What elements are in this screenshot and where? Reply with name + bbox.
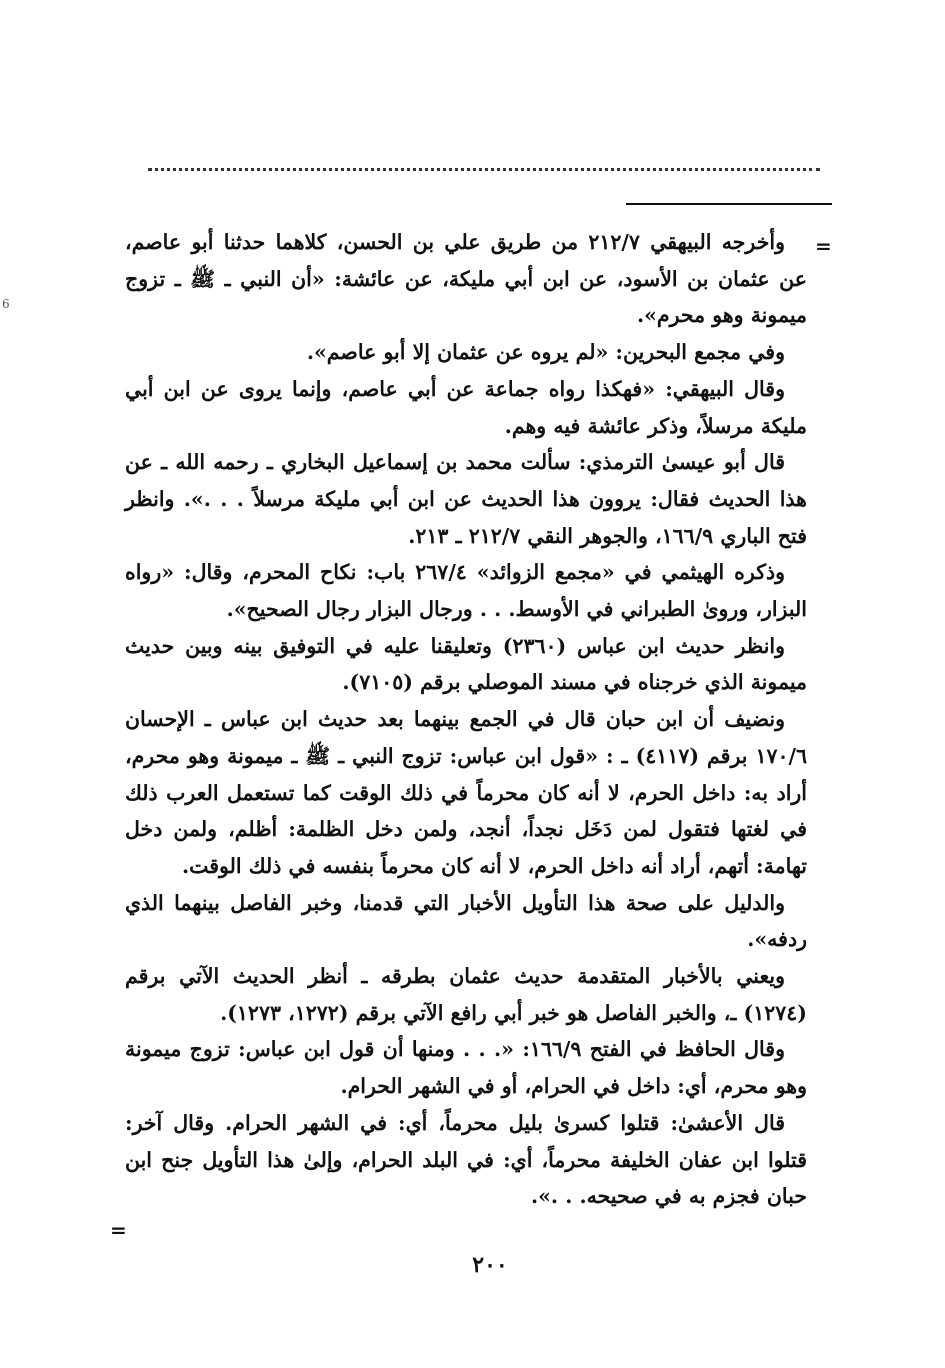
- continuation-mark-bottom: =: [110, 1218, 127, 1242]
- margin-mark: 6: [2, 297, 10, 311]
- paragraph-6: وانظر حديث ابن عباس (٢٣٦٠) وتعليقنا عليه في التوفيق بينه وبين حديث ميمونة الذي خرجناه في مسند الموصلي برقم (٧١٠٥).: [125, 633, 807, 695]
- paragraph-11: قال الأعشىٰ: قتلوا كسرىٰ بليل محرماً، أي: في الشهر الحرام. وقال آخر: قتلوا ابن عفان الخليفة محرماً، أي: في البلد الحرام، وإلىٰ هذا التأويل جنح ابن حبان فجزم به في صحيحه. . .».: [125, 1110, 807, 1209]
- footnote-text: [125, 224, 807, 1215]
- top-dotted-separator: [148, 168, 820, 171]
- paragraph-9: ويعني بالأخبار المتقدمة حديث عثمان بطرقه ـ أنظر الحديث الآتي برقم (١٢٧٤) ـ، والخبر الفاصل هو خبر أبي رافع الآتي برقم (١٢٧٢، ١٢٧٣).: [125, 964, 807, 1025]
- paragraph-8: والدليل على صحة هذا التأويل الأخبار التي قدمنا، وخبر الفاصل بينهما الذي ردفه».: [125, 890, 807, 952]
- paragraph-7: ونضيف أن ابن حبان قال في الجمع بينهما بعد حديث ابن عباس ـ الإحسان ١٧٠/٦ برقم (٤١١٧) ـ : «قول ابن عباس: تزوج النبي ـ ﷺ ـ ميمونة وهو محرم، أراد به: داخل الحرم، لا أنه كان محرماً في ذلك الوقت كما تستعمل العرب ذلك في لغتها فتقول لمن دَخَل نجداً، أنجد، ولمن دخل الظلمة: أظلم، ولمن دخل تهامة: أتهم، أراد أنه داخل الحرم، لا أنه كان محرماً بنفسه في ذلك الوقت.: [125, 707, 807, 878]
- paragraph-5: وذكره الهيثمي في «مجمع الزوائد» ٢٦٧/٤ باب: نكاح المحرم، وقال: «رواه البزار، وروىٰ الطبراني في الأوسط. . . ورجال البزار رجال الصحيح».: [125, 560, 807, 622]
- paragraph-4: قال أبو عيسىٰ الترمذي: سألت محمد بن إسماعيل البخاري ـ رحمه الله ـ عن هذا الحديث فقال: يروون هذا الحديث عن ابن أبي مليكة مرسلاً . . .». وانظر فتح الباري ١٦٦/٩، والجوهر النقي ٢١٢/٧ ـ ٢١٣.: [125, 450, 807, 548]
- footnote-separator-rule: [626, 203, 832, 205]
- page-number: ٢٠٠: [472, 1252, 508, 1278]
- paragraph-2: وفي مجمع البحرين: «لم يروه عن عثمان إلا أبو عاصم».: [306, 340, 785, 365]
- paragraph-3: وقال البيهقي: «فهكذا رواه جماعة عن أبي عاصم، وإنما يروى عن ابن أبي مليكة مرسلاً، وذكر عائشة فيه وهم.: [125, 376, 807, 438]
- continuation-mark-top: =: [815, 234, 832, 258]
- paragraph-10: وقال الحافظ في الفتح ١٦٦/٩: «. . . ومنها أن قول ابن عباس: تزوج ميمونة وهو محرم، أي: داخل في الحرام، أو في الشهر الحرام.: [125, 1037, 807, 1099]
- paragraph-1: وأخرجه البيهقي ٢١٢/٧ من طريق علي بن الحسن، كلاهما حدثنا أبو عاصم، عن عثمان بن الأسود، عن ابن أبي مليكة، عن عائشة: «أن النبي ـ ﷺ ـ تزوج ميمونة وهو محرم».: [125, 230, 807, 328]
